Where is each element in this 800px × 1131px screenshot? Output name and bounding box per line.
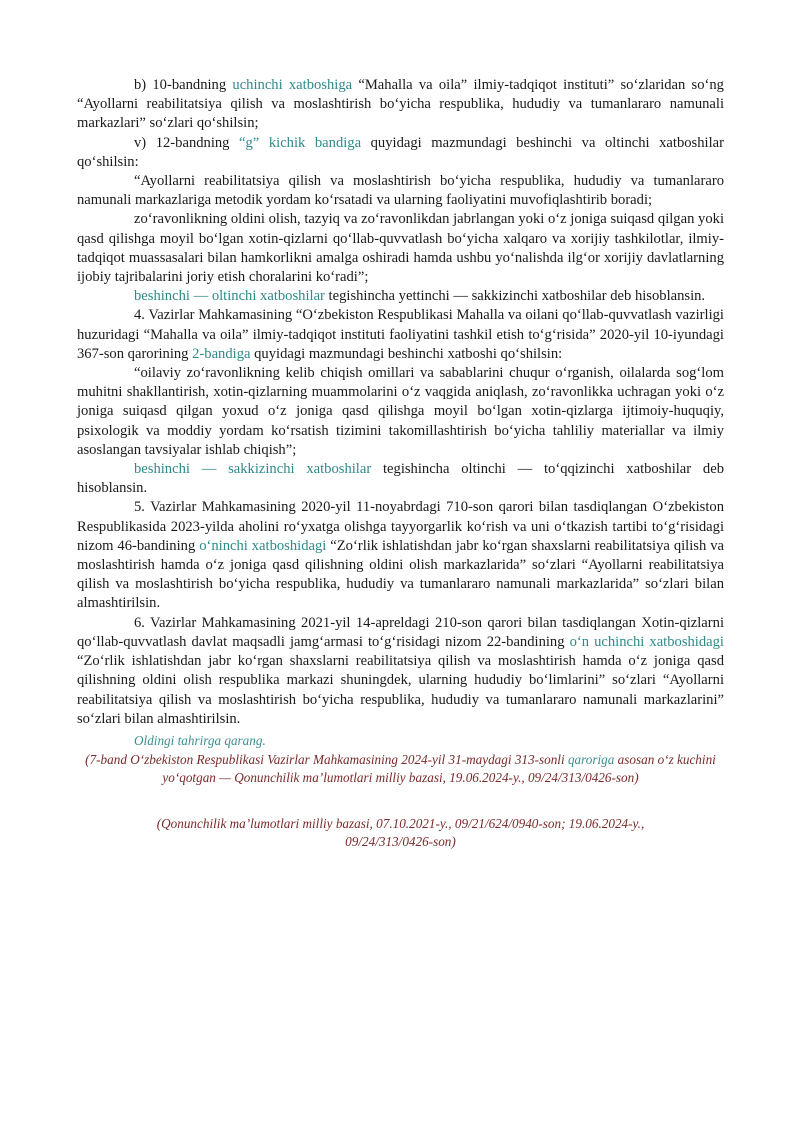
text: tegishincha yettinchi — sakkizinchi xatboshilar deb hisoblansin. (324, 288, 706, 305)
text: 6. Vazirlar Mahkamasining 2021-yil 14-apreldagi 210-son qarori bilan tasdiqlangan Xotin-qizlarni qo‘llab-quvvatlash davlat maqsadli jamg‘armasi to‘g‘risidagi nizom 22-bandining (77, 614, 724, 650)
link-qaroriga[interactable]: qaroriga (567, 752, 615, 768)
text: tegishincha oltinchi — to‘qqizinchi xatboshilar deb hisoblansin. (77, 461, 725, 497)
text: 4. Vazirlar Mahkamasining “O‘zbekiston Respublikasi Mahalla va oilani qo‘llab-quvvatlash vazirligi huzuridagi “Mahalla va oila” ilmiy-tadqiqot instituti faoliyatini tashkil etish to‘g‘risida” 2020-yil 10-iyundagi 367-son qarorining (77, 307, 724, 362)
paragraph-4 (77, 306, 724, 364)
quoted-paragraph-1: “Ayollarni reabilitatsiya qilish va moslashtirish bo‘yicha respublika, hududiy va tumanlararo namunali markazlariga metodik yordam ko‘rsatadi va ularning faoliyatini muvofiqlashtirib boradi; (77, 173, 724, 209)
renumber-note-1 (77, 287, 724, 306)
link-2-bandiga[interactable]: 2-bandiga (192, 345, 251, 362)
link-g-kichik-bandiga[interactable]: “g” kichik bandiga (239, 134, 362, 151)
text: “Zo‘rlik ishlatishdan jabr ko‘rgan shaxslarni reabilitatsiya qilish va moslashtirish hamda o‘z joniga qasd qilishning oldini olish respublika markazi shuningdek, ularning hududiy bo‘limlarini” so‘zlari “Ayollarni reabilitatsiya qilish va moslashtirish bo‘yicha respublika, hududiy va tumanlararo namunali markazlarini” so‘zlari bilan almashtirilsin. (77, 653, 724, 727)
paragraph-3b (77, 76, 724, 134)
renumber-note-2 (77, 460, 724, 498)
link-uchinchi-xatboshiga[interactable]: uchinchi xatboshiga (232, 77, 353, 93)
text: quyidagi mazmundagi beshinchi xatboshi qo‘shilsin: (250, 345, 563, 362)
previous-edition-link[interactable]: Oldingi tahrirga qarang. (134, 732, 266, 748)
link-beshinchi-sakkizinchi[interactable]: beshinchi — sakkizinchi xatboshilar (134, 461, 372, 478)
text: “Mahalla va oila” ilmiy-tadqiqot instituti” so‘zlaridan so‘ng “Ayollarni reabilitatsiya qilish va moslashtirish bo‘yicha respublika, hududiy va tumanlararo namunali markazlari” so‘zlari qo‘shilsin; (77, 77, 724, 132)
paragraph-3v (77, 134, 724, 172)
text: (7-band O‘zbekiston Respublikasi Vazirlar Mahkamasining 2024-yil 31-maydagi 313-sonli (85, 752, 568, 768)
paragraph-6 (77, 614, 724, 729)
text: 5. Vazirlar Mahkamasining 2020-yil 11-noyabrdagi 710-son qarori bilan tasdiqlangan O‘zbekiston Respublikasida 2023-yilda aholini ro‘yxatga olishga tayyorgarlik ko‘rish va uni o‘tkazish tartibi to‘g‘risidagi nizom 46-bandining (77, 499, 724, 554)
paragraph-5 (77, 498, 724, 613)
link-oninchi-xatboshidagi[interactable]: o‘ninchi xatboshidagi (199, 537, 327, 554)
link-on-uchinchi-xatboshidagi[interactable]: o‘n uchinchi xatboshidagi (569, 633, 724, 650)
text: quyidagi mazmundagi beshinchi va oltinchi xatboshilar qo‘shilsin: (77, 134, 724, 170)
text: “Zo‘rlik ishlatishdan jabr ko‘rgan shaxslarni reabilitatsiya qilish va moslashtirish hamda o‘z joniga qasd qilishning oldini olish markazlarida” so‘zlari “Ayollarni reabilitatsiya qilish va moslashtirish bo‘yicha respublika, hududiy va tumanlararo namunali markazlarida” so‘zlari bilan almashtirilsin. (77, 537, 724, 612)
text: v) 12-bandning (134, 134, 240, 151)
text: b) 10-bandning (134, 77, 233, 93)
text: asosan o‘z kuchini yo‘qotgan — Qonunchilik ma’lumotlari milliy bazasi, 19.06.2024-y., 09/24/313/0426-son) (162, 752, 716, 786)
quoted-paragraph-3: “oilaviy zo‘ravonlikning kelib chiqish omillari va sabablarini chuqur o‘rganish, oilalarda sog‘lom muhitni shakllantirish, xotin-qizlarning muammolarini o‘z vaqgida aniqlash, zo‘ravonlikka uchragan yoki o‘z joniga suiqasd qilgan yoxud o‘z joniga qasd qilishga moyil bo‘lgan xotin-qizlarga ijtimoiy-huquqiy, psixologik va moddiy yordam ko‘rsatish tizimini takomillashtirish bo‘yicha tahliliy materiallar va ilmiy asoslangan tavsiyalar ishlab chiqish”; (77, 365, 724, 458)
source-reference: (Qonunchilik ma’lumotlari milliy bazasi, 07.10.2021-y., 09/21/624/0940-son; 19.06.2024-y., 09/24/313/0426-son) (156, 816, 645, 850)
amendment-note (77, 751, 724, 787)
link-beshinchi-oltinchi[interactable]: beshinchi — oltinchi xatboshilar (134, 288, 325, 305)
quoted-paragraph-2: zo‘ravonlikning oldini olish, tazyiq va zo‘ravonlikdan jabrlangan yoki o‘z joniga suiqasd qilgan yoki qasd qilishga moyil bo‘lgan xotin-qizlarni qo‘llab-quvvatlash bo‘yicha xalqaro va xorijiy tashkilotlar, ilmiy-tadqiqot muassasalari bilan hamkorlikni amalga oshiradi hamda ushbu yo‘nalishda ilg‘or xorijiy davlatlarning ijobiy tajribalarini joriy etish choralarini ko‘radi”; (77, 211, 724, 286)
